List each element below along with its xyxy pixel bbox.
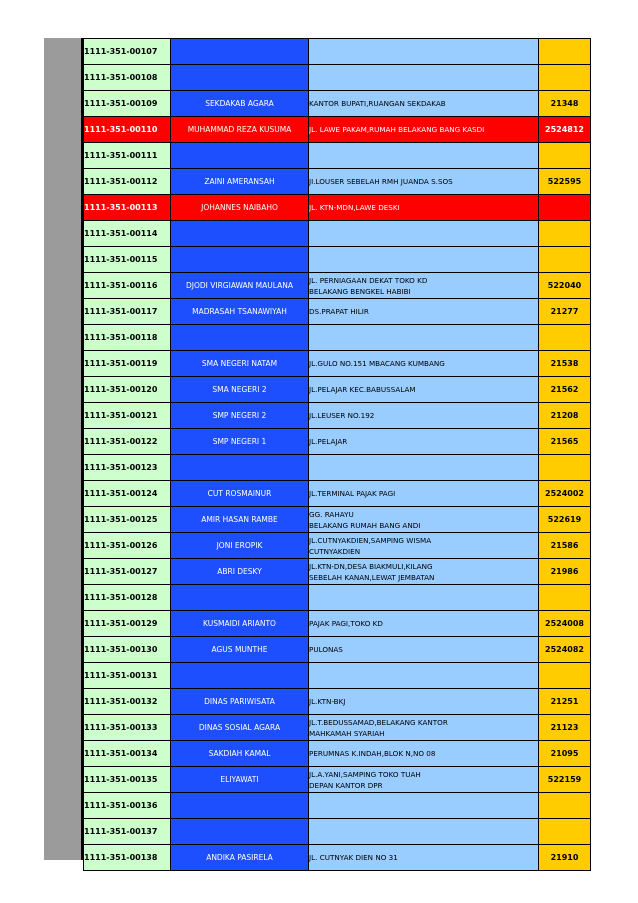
customer-number bbox=[539, 39, 591, 65]
customer-code: 1111-351-00111 bbox=[84, 143, 171, 169]
row-header-gutter bbox=[44, 38, 81, 860]
address-line: MAHKAMAH SYARIAH bbox=[309, 728, 385, 738]
customer-name: SAKDIAH KAMAL bbox=[171, 741, 309, 767]
customer-code: 1111-351-00113 bbox=[84, 195, 171, 221]
table-row bbox=[84, 429, 591, 455]
customer-address bbox=[309, 715, 539, 741]
table-row bbox=[84, 65, 591, 91]
table-row bbox=[84, 169, 591, 195]
customer-code: 1111-351-00137 bbox=[84, 819, 171, 845]
customer-address bbox=[309, 481, 539, 507]
customer-address bbox=[309, 273, 539, 299]
table-row bbox=[84, 455, 591, 481]
customer-address bbox=[309, 325, 539, 351]
customer-name: ANDIKA PASIRELA bbox=[171, 845, 309, 871]
customer-number: 2524812 bbox=[539, 117, 591, 143]
customer-address bbox=[309, 377, 539, 403]
customer-number: 21095 bbox=[539, 741, 591, 767]
customer-number bbox=[539, 793, 591, 819]
customer-name: CUT ROSMAINUR bbox=[171, 481, 309, 507]
customer-name: ABRI DESKY bbox=[171, 559, 309, 585]
table-row bbox=[84, 585, 591, 611]
address-line: JL.PELAJAR bbox=[309, 437, 348, 446]
customer-address bbox=[309, 507, 539, 533]
customer-address bbox=[309, 819, 539, 845]
customer-name bbox=[171, 325, 309, 351]
address-line: JL. KTN-MDN,LAWE DESKI bbox=[309, 203, 400, 212]
customer-number: 2524002 bbox=[539, 481, 591, 507]
table-row bbox=[84, 195, 591, 221]
table-row bbox=[84, 663, 591, 689]
customer-code: 1111-351-00123 bbox=[84, 455, 171, 481]
customer-number: 21208 bbox=[539, 403, 591, 429]
customer-number: 522595 bbox=[539, 169, 591, 195]
customer-address bbox=[309, 117, 539, 143]
customer-number: 21123 bbox=[539, 715, 591, 741]
customer-number: 21562 bbox=[539, 377, 591, 403]
customer-name: JONI EROPIK bbox=[171, 533, 309, 559]
address-line: CUTNYAKDIEN bbox=[309, 546, 361, 556]
customer-code: 1111-351-00110 bbox=[84, 117, 171, 143]
customer-address bbox=[309, 221, 539, 247]
customer-code: 1111-351-00125 bbox=[84, 507, 171, 533]
customer-code: 1111-351-00121 bbox=[84, 403, 171, 429]
customer-number: 21986 bbox=[539, 559, 591, 585]
address-line: JL.CUTNYAKDIEN,SAMPING WISMA bbox=[309, 535, 432, 545]
table-row bbox=[84, 741, 591, 767]
customer-name bbox=[171, 819, 309, 845]
customer-code: 1111-351-00120 bbox=[84, 377, 171, 403]
customer-name: JOHANNES NAIBAHO bbox=[171, 195, 309, 221]
address-line: JL.TERMINAL PAJAK PAGI bbox=[309, 489, 396, 498]
table-row bbox=[84, 559, 591, 585]
customer-name: MADRASAH TSANAWIYAH bbox=[171, 299, 309, 325]
customer-number: 522040 bbox=[539, 273, 591, 299]
table-row bbox=[84, 143, 591, 169]
customer-code: 1111-351-00129 bbox=[84, 611, 171, 637]
customer-name bbox=[171, 247, 309, 273]
table-row bbox=[84, 117, 591, 143]
customer-name: SMP NEGERI 2 bbox=[171, 403, 309, 429]
customer-number: 2524082 bbox=[539, 637, 591, 663]
customer-name bbox=[171, 221, 309, 247]
customer-code: 1111-351-00130 bbox=[84, 637, 171, 663]
address-line: DS.PRAPAT HILIR bbox=[309, 307, 369, 316]
address-line: DEPAN KANTOR DPR bbox=[309, 780, 383, 790]
customer-number bbox=[539, 325, 591, 351]
address-line: JL.A.YANI,SAMPING TOKO TUAH bbox=[309, 769, 421, 779]
customer-address bbox=[309, 585, 539, 611]
customer-code: 1111-351-00112 bbox=[84, 169, 171, 195]
table-row bbox=[84, 845, 591, 871]
address-line: BELAKANG RUMAH BANG ANDI bbox=[309, 520, 421, 530]
address-line: JL. PERNIAGAAN DEKAT TOKO KD bbox=[309, 275, 428, 285]
customer-code: 1111-351-00138 bbox=[84, 845, 171, 871]
customer-name: SMA NEGERI NATAM bbox=[171, 351, 309, 377]
customer-code: 1111-351-00133 bbox=[84, 715, 171, 741]
address-line: JL.KTN-DN,DESA BIAKMULI,KILANG bbox=[309, 561, 433, 571]
address-line: PULONAS bbox=[309, 645, 343, 654]
customer-address bbox=[309, 845, 539, 871]
customer-number bbox=[539, 663, 591, 689]
table-row bbox=[84, 637, 591, 663]
customer-code: 1111-351-00109 bbox=[84, 91, 171, 117]
address-line: PERUMNAS K.INDAH,BLOK N,NO 08 bbox=[309, 749, 436, 758]
customer-address bbox=[309, 611, 539, 637]
address-line: JL. LAWE PAKAM,RUMAH BELAKANG BANG KASDI bbox=[309, 125, 485, 134]
table-row bbox=[84, 767, 591, 793]
customer-name: DINAS PARIWISATA bbox=[171, 689, 309, 715]
customer-address bbox=[309, 559, 539, 585]
table-row bbox=[84, 39, 591, 65]
customer-address bbox=[309, 533, 539, 559]
customer-address bbox=[309, 663, 539, 689]
customer-code: 1111-351-00118 bbox=[84, 325, 171, 351]
customer-name: AMIR HASAN RAMBE bbox=[171, 507, 309, 533]
customer-address bbox=[309, 429, 539, 455]
customer-number: 21586 bbox=[539, 533, 591, 559]
table-row bbox=[84, 221, 591, 247]
customer-name: ZAINI AMERANSAH bbox=[171, 169, 309, 195]
customer-address bbox=[309, 351, 539, 377]
customer-address bbox=[309, 169, 539, 195]
table-row bbox=[84, 715, 591, 741]
address-line: PAJAK PAGI,TOKO KD bbox=[309, 619, 383, 628]
customer-code: 1111-351-00124 bbox=[84, 481, 171, 507]
customer-number: 21565 bbox=[539, 429, 591, 455]
table-row bbox=[84, 689, 591, 715]
address-line: JL.T.BEDUSSAMAD,BELAKANG KANTOR bbox=[309, 717, 448, 727]
customer-number bbox=[539, 819, 591, 845]
customer-number bbox=[539, 221, 591, 247]
customer-code: 1111-351-00128 bbox=[84, 585, 171, 611]
customer-address bbox=[309, 793, 539, 819]
table-row bbox=[84, 273, 591, 299]
customer-number: 522619 bbox=[539, 507, 591, 533]
customer-address bbox=[309, 403, 539, 429]
customer-number bbox=[539, 143, 591, 169]
table-row bbox=[84, 351, 591, 377]
table-row bbox=[84, 507, 591, 533]
table-row bbox=[84, 91, 591, 117]
customer-address bbox=[309, 247, 539, 273]
customer-name: SEKDAKAB AGARA bbox=[171, 91, 309, 117]
customer-address bbox=[309, 689, 539, 715]
table-row bbox=[84, 533, 591, 559]
address-line: GG. RAHAYU bbox=[309, 509, 354, 519]
table-row bbox=[84, 793, 591, 819]
address-line: JL.KTN-BKJ bbox=[309, 697, 346, 706]
customer-name: MUHAMMAD REZA KUSUMA bbox=[171, 117, 309, 143]
customer-address bbox=[309, 299, 539, 325]
table-row bbox=[84, 325, 591, 351]
customer-address bbox=[309, 39, 539, 65]
customer-code: 1111-351-00131 bbox=[84, 663, 171, 689]
customer-code: 1111-351-00122 bbox=[84, 429, 171, 455]
address-line: KANTOR BUPATI,RUANGAN SEKDAKAB bbox=[309, 99, 446, 108]
customer-address bbox=[309, 455, 539, 481]
customer-code: 1111-351-00115 bbox=[84, 247, 171, 273]
customer-number: 21348 bbox=[539, 91, 591, 117]
customer-name bbox=[171, 455, 309, 481]
customer-address bbox=[309, 195, 539, 221]
customer-number: 21538 bbox=[539, 351, 591, 377]
customer-name bbox=[171, 663, 309, 689]
table-row bbox=[84, 611, 591, 637]
customer-name: ELIYAWATI bbox=[171, 767, 309, 793]
customer-table bbox=[83, 38, 591, 871]
customer-address bbox=[309, 65, 539, 91]
address-line: SEBELAH KANAN,LEWAT JEMBATAN bbox=[309, 572, 435, 582]
table-row bbox=[84, 481, 591, 507]
customer-number: 21277 bbox=[539, 299, 591, 325]
customer-address bbox=[309, 637, 539, 663]
address-line: JL.LEUSER NO.192 bbox=[309, 411, 375, 420]
address-line: BELAKANG BENGKEL HABIBI bbox=[309, 286, 411, 296]
customer-code: 1111-351-00119 bbox=[84, 351, 171, 377]
customer-address bbox=[309, 91, 539, 117]
customer-number: 522159 bbox=[539, 767, 591, 793]
customer-name: AGUS MUNTHE bbox=[171, 637, 309, 663]
address-line: JL.GULO NO.151 MBACANG KUMBANG bbox=[309, 359, 445, 368]
customer-code: 1111-351-00132 bbox=[84, 689, 171, 715]
customer-number bbox=[539, 65, 591, 91]
table-row bbox=[84, 247, 591, 273]
table-row bbox=[84, 403, 591, 429]
table-row bbox=[84, 299, 591, 325]
customer-code: 1111-351-00127 bbox=[84, 559, 171, 585]
customer-table-body bbox=[84, 39, 591, 871]
customer-number bbox=[539, 585, 591, 611]
customer-number bbox=[539, 195, 591, 221]
table-row bbox=[84, 819, 591, 845]
customer-code: 1111-351-00107 bbox=[84, 39, 171, 65]
customer-name: DJODI VIRGIAWAN MAULANA bbox=[171, 273, 309, 299]
address-line: JL. CUTNYAK DIEN NO 31 bbox=[309, 853, 398, 862]
customer-name bbox=[171, 585, 309, 611]
customer-code: 1111-351-00135 bbox=[84, 767, 171, 793]
customer-name: SMP NEGERI 1 bbox=[171, 429, 309, 455]
customer-code: 1111-351-00136 bbox=[84, 793, 171, 819]
customer-number: 21910 bbox=[539, 845, 591, 871]
customer-address bbox=[309, 767, 539, 793]
customer-number bbox=[539, 455, 591, 481]
customer-number bbox=[539, 247, 591, 273]
customer-name: KUSMAIDI ARIANTO bbox=[171, 611, 309, 637]
customer-code: 1111-351-00108 bbox=[84, 65, 171, 91]
customer-code: 1111-351-00117 bbox=[84, 299, 171, 325]
customer-number: 2524008 bbox=[539, 611, 591, 637]
customer-name bbox=[171, 65, 309, 91]
customer-code: 1111-351-00116 bbox=[84, 273, 171, 299]
customer-name: DINAS SOSIAL AGARA bbox=[171, 715, 309, 741]
customer-number: 21251 bbox=[539, 689, 591, 715]
address-line: JL.PELAJAR KEC.BABUSSALAM bbox=[309, 385, 416, 394]
customer-name bbox=[171, 143, 309, 169]
table-row bbox=[84, 377, 591, 403]
customer-code: 1111-351-00134 bbox=[84, 741, 171, 767]
customer-address bbox=[309, 741, 539, 767]
customer-name: SMA NEGERI 2 bbox=[171, 377, 309, 403]
address-line: JI.LOUSER SEBELAH RMH JUANDA S.SOS bbox=[309, 177, 453, 186]
customer-code: 1111-351-00114 bbox=[84, 221, 171, 247]
customer-code: 1111-351-00126 bbox=[84, 533, 171, 559]
customer-name bbox=[171, 39, 309, 65]
customer-name bbox=[171, 793, 309, 819]
customer-address bbox=[309, 143, 539, 169]
